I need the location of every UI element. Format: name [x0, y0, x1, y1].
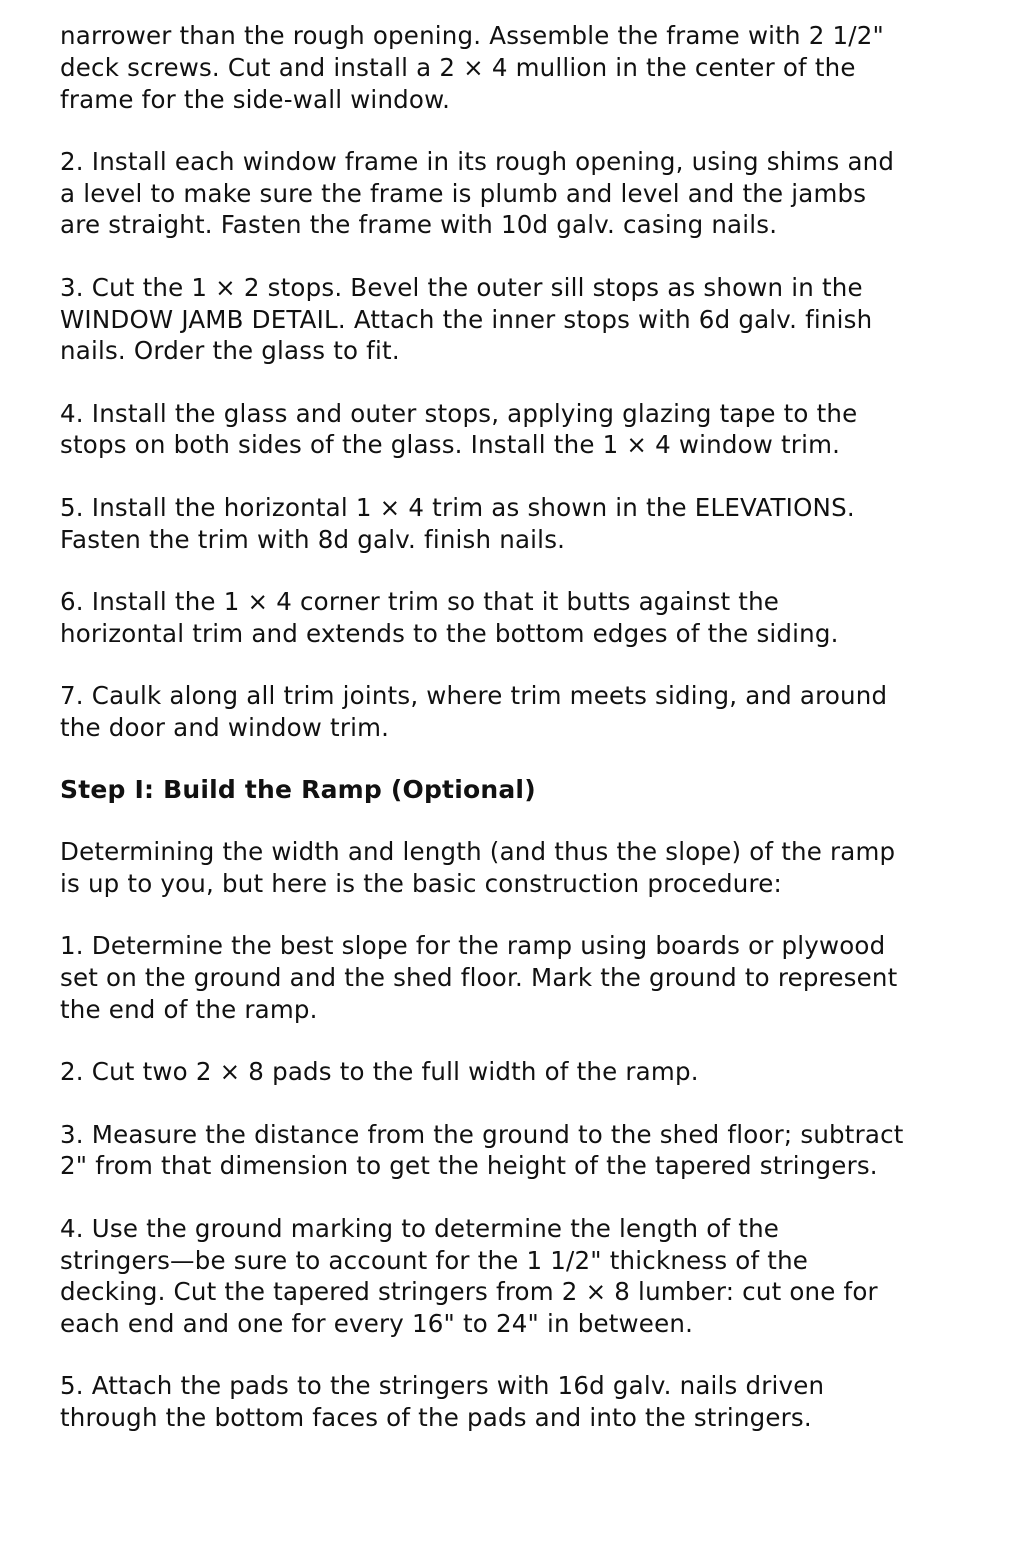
paragraph-ramp-step-2: 2. Cut two 2 × 8 pads to the full width of the ramp.	[60, 1057, 699, 1087]
paragraph-step-2-install-frame: 2. Install each window frame in its rough opening, using shims and a level to make sure the frame is plumb and level and the jambs are straight. Fasten the frame with 10d galv. casing nails.	[60, 146, 895, 240]
paragraph-ramp-step-4: 4. Use the ground marking to determine the length of the stringers—be sure to account for the 1 1/2" thickness of the decking. Cut the tapered stringers from 2 × 8 lumber: cut one for each end and one for every 16" to 24" in between.	[60, 1213, 878, 1339]
paragraph-ramp-intro: Determining the width and length (and thus the slope) of the ramp is up to you, but here is the basic construction procedure:	[60, 837, 896, 899]
paragraph-step-5-horizontal-trim: 5. Install the horizontal 1 × 4 trim as shown in the ELEVATIONS. Fasten the trim with 8d galv. finish nails.	[60, 492, 855, 554]
paragraph-window-frame-intro: narrower than the rough opening. Assemble the frame with 2 1/2" deck screws. Cut and install a 2 × 4 mullion in the center of the frame for the side-wall window.	[60, 21, 884, 114]
section-heading-ramp: Step I: Build the Ramp (Optional)	[60, 775, 536, 805]
paragraph-ramp-step-1: 1. Determine the best slope for the ramp using boards or plywood set on the ground and the shed floor. Mark the ground to represent the end of the ramp.	[60, 931, 898, 1025]
paragraph-step-4-install-glass: 4. Install the glass and outer stops, applying glazing tape to the stops on both sides of the glass. Install the 1 × 4 window trim.	[60, 398, 858, 460]
paragraph-ramp-step-3: 3. Measure the distance from the ground to the shed floor; subtract 2" from that dimension to get the height of the tapered stringers.	[60, 1119, 904, 1181]
paragraph-step-6-corner-trim: 6. Install the 1 × 4 corner trim so that it butts against the horizontal trim and extends to the bottom edges of the siding.	[60, 586, 839, 648]
paragraph-ramp-step-5: 5. Attach the pads to the stringers with 16d galv. nails driven through the bottom faces of the pads and into the stringers.	[60, 1371, 825, 1433]
document-page	[60, 20, 970, 1465]
paragraph-step-3-cut-stops: 3. Cut the 1 × 2 stops. Bevel the outer sill stops as shown in the WINDOW JAMB DETAIL. Attach the inner stops with 6d galv. finish nails. Order the glass to fit.	[60, 272, 873, 366]
paragraph-step-7-caulk: 7. Caulk along all trim joints, where trim meets siding, and around the door and window trim.	[60, 680, 888, 742]
